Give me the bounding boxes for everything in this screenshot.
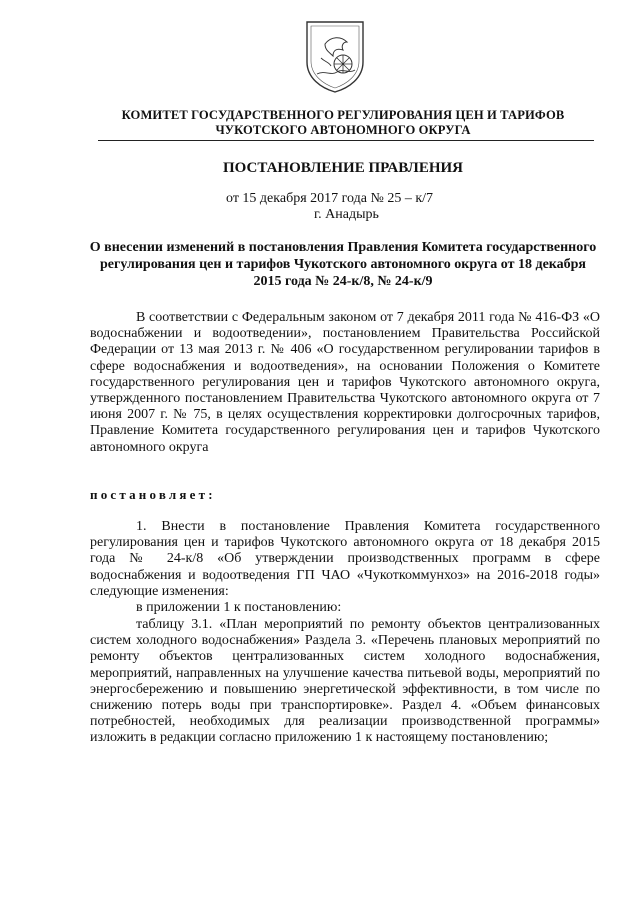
document-city: г. Анадырь xyxy=(314,207,379,222)
committee-name-line1: КОМИТЕТ ГОСУДАРСТВЕННОГО РЕГУЛИРОВАНИЯ ЦЕН И ТАРИФОВ xyxy=(121,108,565,122)
committee-name-line2: ЧУКОТСКОГО АВТОНОМНОГО ОКРУГА xyxy=(215,123,471,137)
header-divider xyxy=(98,140,594,141)
decree-word: постановляет: xyxy=(90,487,216,502)
appendix-line: в приложении 1 к постановлению: xyxy=(136,600,342,615)
committee-name xyxy=(88,108,598,138)
table-paragraph: таблицу 3.1. «План мероприятий по ремонту объектов централизованных систем холодного водоснабжения» Раздела 3. «Перечень плановых мероприятий по ремонту объектов централизованных систем холодного водоснабжения, мероприятий, направленных на улучшение качества питьевой воды, мероприятий по энергосбережению и повышению энергетической эффективности, в том числе по снижению потерь воды при транспортировке». Раздел 4. «Объем финансовых потребностей, необходимых для реализации производственной программы» изложить в редакции согласно приложению 1 к настоящему постановлению; xyxy=(90,617,600,746)
item-1-paragraph: 1. Внести в постановление Правления Комитета государственного регулирования цен и тарифов Чукотского автономного округа от 18 декабря 2015 года № 24-к/8 «Об утверждении производственных программ в сфере водоснабжения и водоотведения ГП ЧАО «Чукоткоммунхоз» на 2016-2018 годы» следующие изменения: xyxy=(90,519,600,599)
document-type: ПОСТАНОВЛЕНИЕ ПРАВЛЕНИЯ xyxy=(222,160,463,176)
coat-of-arms-icon xyxy=(303,18,367,94)
intro-paragraph: В соответствии с Федеральным законом от 7 декабря 2011 года № 416-ФЗ «О водоснабжении и водоотведении», постановлением Правительства Российской Федерации от 13 мая 2013 г. № 406 «О государственном регулировании тарифов в сфере водоснабжения и водоотведения», на основании Положения о Комитете государственного регулирования цен и тарифов Чукотского автономного округа, утвержденного постановлением Правительства Чукотского автономного округа от 7 июня 2007 г. № 75, в целях осуществления корректировки долгосрочных тарифов, Правление Комитета государственного регулирования цен и тарифов Чукотского автономного округа xyxy=(90,310,600,455)
document-date-number: от 15 декабря 2017 года № 25 – к/7 xyxy=(226,191,434,206)
document-title: О внесении изменений в постановления Правления Комитета государственного регулирования цен и тарифов Чукотского автономного округа от 18 декабря 2015 года № 24-к/8, № 24-к/9 xyxy=(89,240,597,289)
